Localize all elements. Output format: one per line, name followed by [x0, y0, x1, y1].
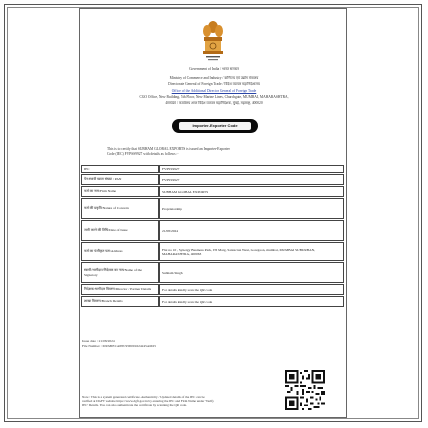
note-line: Note : This is a system generated certificate. Authenticity / Updated details of the IEC can be [82, 395, 205, 399]
intro-line: Code (IEC) FVPSS9927 with details as follows :- [107, 151, 179, 156]
header-address-hindi: 400020 / कार्यालय अपर विदेश व्यापार महानिदेशक, मुंबई, महाराष्ट्र, 400020 [165, 101, 263, 105]
certificate-intro [107, 147, 325, 156]
table-row [81, 165, 344, 173]
row-value: Flat no 10 , Synergy Business Park, ITI Marg, Santacruz West, Goregaon, mumbai, MUMBAI SUBURBAN, MAHARASHTRA, 400063 [159, 242, 344, 261]
table-row [81, 198, 344, 219]
row-label: जारी करने की तिथि/Date of Issue [81, 220, 159, 241]
header-ministry: Ministry of Commerce and Industry / वाणिज्य एवं उद्योग मंत्रालय [169, 76, 259, 80]
row-label: स्वामी/भागीदार/निदेशक का नाम/Name of the Signatory [81, 262, 159, 283]
row-label: फर्म का पंजीकृत पता/Address [81, 242, 159, 261]
national-emblem-icon [198, 18, 228, 64]
table-row [81, 242, 344, 261]
row-label: निदेशक/भागीदार विवरण/Director / Partner Details [81, 284, 159, 295]
header-office: Office of the Additional Director General of Foreign Trade [171, 89, 257, 93]
iec-details-table [81, 164, 344, 308]
certificate-title: Importer-Exporter Code [179, 122, 251, 130]
row-value: FVPSS9927 [159, 165, 344, 173]
table-row [81, 296, 344, 307]
row-value: 21/08/2024 [159, 220, 344, 241]
table-row [81, 174, 344, 185]
row-value: For details kindly scan the QR code [159, 296, 344, 307]
header-directorate: Directorate General of Foreign Trade / विदेश व्यापार महानिदेशालय [168, 82, 260, 86]
file-number: File Number : MUMIECAPPLY00001624245AM25 [82, 344, 157, 348]
row-label: फर्म की प्रकृति/Nature of Concern [81, 198, 159, 219]
row-label: फर्म का नाम/Firm Name [81, 186, 159, 197]
row-value: For details kindly scan the QR code [159, 284, 344, 295]
row-label: IEC [81, 165, 159, 173]
table-row [81, 220, 344, 241]
header-government: Government of India / भारत सरकार [189, 67, 239, 71]
table-row [81, 186, 344, 197]
row-label: पैन/स्थायी खाता संख्या / PAN [81, 174, 159, 185]
row-value: SUBHAM GLOBAL EXPORTS [159, 186, 344, 197]
row-value: Subham Singh [159, 262, 344, 283]
table-row [81, 262, 344, 283]
certificate-title-banner [172, 119, 258, 133]
row-value: FVPSS9927 [159, 174, 344, 185]
table-row [81, 284, 344, 295]
header-address: CGO Office, New Building, 5th Floor, New Marine Lines, Churchgate, MUMBAI, MAHARASHTRA, [139, 95, 289, 99]
note-line: verified at DGFT website https://www.dgft.gov.in by entering the IEC and Firm Name under 'Verify [82, 399, 214, 404]
row-value: Proprietorship [159, 198, 344, 219]
certificate-page [79, 8, 347, 418]
verification-note [82, 395, 282, 408]
intro-line: This is to certify that SUBHAM GLOBAL EXPORTS is issued an Importer-Exporter [107, 147, 230, 151]
qr-code-icon [285, 370, 325, 410]
note-line: IEC' Details. You can also authenticate the certificate by scanning the QR code. [82, 403, 187, 408]
issue-date: Issue date : 21/08/2024 [82, 339, 115, 343]
row-label: शाखा विवरण/Branch Details [81, 296, 159, 307]
